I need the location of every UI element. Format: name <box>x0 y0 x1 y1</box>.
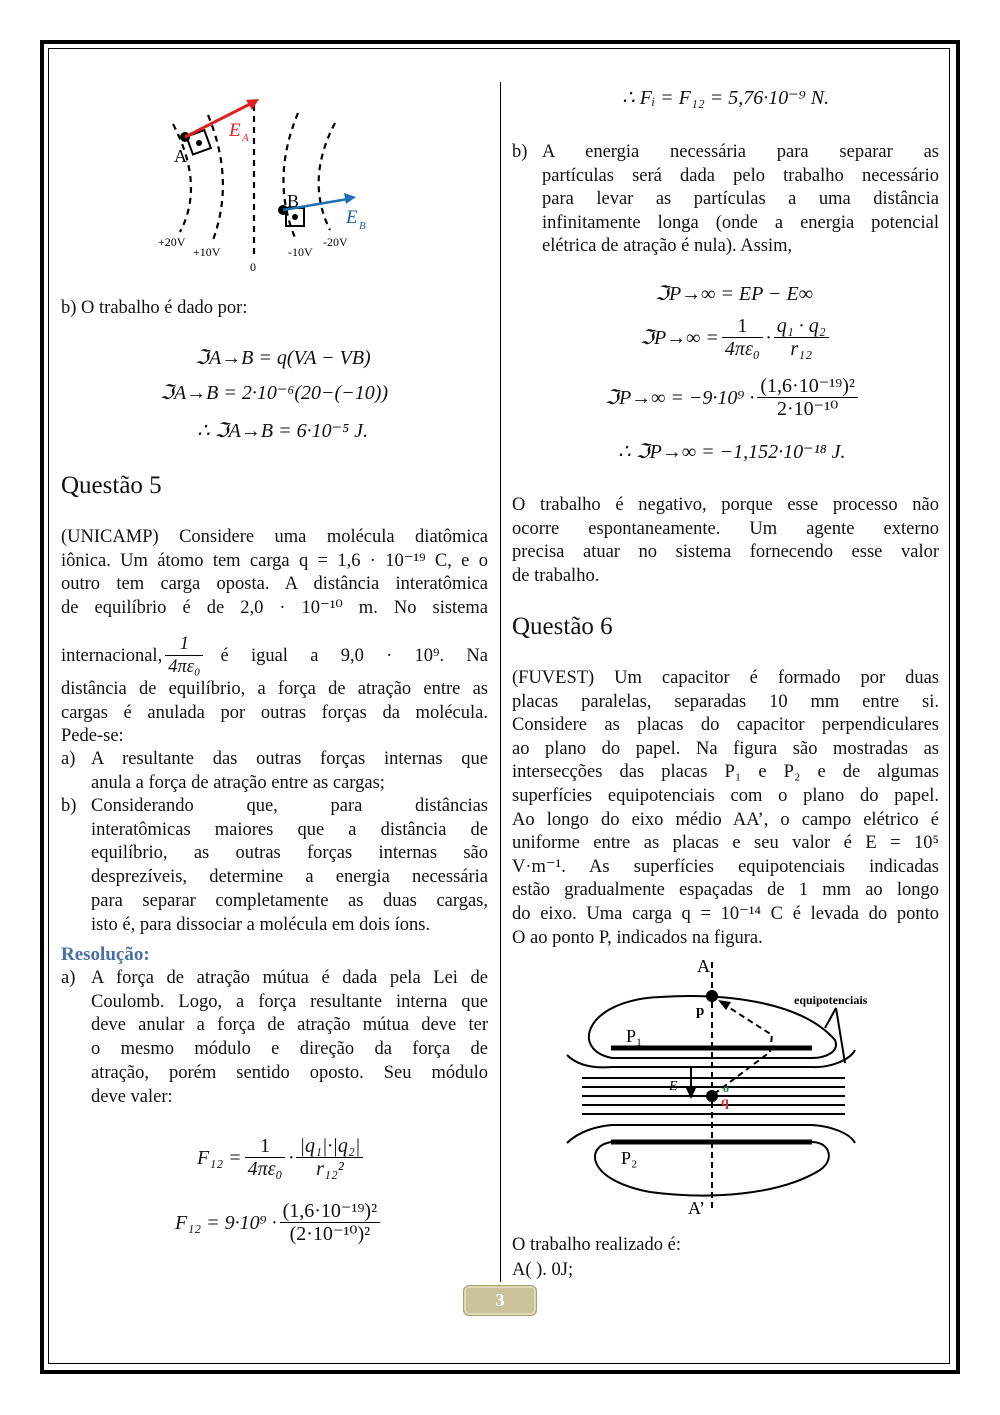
label-zero: 0 <box>250 260 256 274</box>
resolution-a-line: deve valer: <box>91 1086 173 1107</box>
list-marker: a) <box>61 749 76 769</box>
resolution-a-line: A força de atração mútua é dada pela Lei de <box>91 968 488 988</box>
label-plus20: +20V <box>158 235 186 249</box>
label-eb: E <box>346 207 358 228</box>
equation-force-result: ∴ Fᵢ = F₁₂ = 5,76·10⁻⁹ N. <box>622 87 830 109</box>
answer-b-line: elétrica de atração é nula). Assim, <box>542 236 793 256</box>
page-number: 3 <box>463 1285 537 1316</box>
svg-text:q: q <box>721 1095 729 1110</box>
svg-text:o: o <box>723 1081 729 1095</box>
label-minus10: -10V <box>288 245 313 259</box>
equation-energy-1: ℑP→∞ = EP − E∞ <box>655 283 813 305</box>
option-a[interactable]: A( ). 0J; <box>512 1260 574 1280</box>
resolution-a-line: Coulomb. Logo, a força resultante interna que <box>91 991 488 1012</box>
question-6-line: O ao ponto P, indicados na figura. <box>512 927 763 948</box>
question-5-title: Questão 5 <box>61 472 162 499</box>
equipotential-pointer-2 <box>836 1008 845 1063</box>
question-6-line: estão gradualmente espaçadas de 1 mm ao longo <box>512 880 939 901</box>
question-6-line: intersecções das placas P₁ e P₂ e de algumas <box>512 762 939 783</box>
label-minus20: -20V <box>323 235 348 249</box>
answer-b-line: para levar as partículas a uma distância <box>542 189 939 209</box>
column-divider <box>500 82 501 1282</box>
question-6-title: Questão 6 <box>512 613 613 640</box>
question-6-line: placas paralelas, separadas 10 mm entre si. <box>512 691 939 712</box>
svg-text:P₂: P₂ <box>621 1148 638 1168</box>
paragraph-line: O trabalho é negativo, porque esse processo não <box>512 495 939 515</box>
equation-energy-4: ∴ ℑP→∞ = −1,152·10⁻¹⁸ J. <box>618 441 846 463</box>
question-6-line: superfícies equipotenciais com o plano do papel. <box>512 786 939 806</box>
item-b-line: isto é, para dissociar a molécula em dois íons. <box>91 914 431 935</box>
equation-work-1: ℑA→B = q(VA − VB) <box>195 347 371 369</box>
charge-q <box>706 1090 718 1102</box>
label-a: A <box>174 146 187 166</box>
b-intro: b) O trabalho é dado por: <box>61 298 248 318</box>
item-b-line: para separar completamente as duas cargas, <box>91 890 488 911</box>
question-5-line-5: internacional, $\frac{1}{\text{4πε₀}}$ é igual a 9,0 · 10⁹. Na <box>61 634 488 677</box>
paragraph-line: outro tem carga oposta. A distância interatômica <box>61 574 488 595</box>
list-marker: a) <box>61 968 76 988</box>
fraction-coulomb-constant: $\frac{1}{\text{4πε₀}}$ <box>165 633 203 678</box>
answer-b-line: A energia necessária para separar as <box>542 142 939 162</box>
item-b-line: interatômicas maiores que a distância de <box>91 819 488 840</box>
item-b-line: Considerando que, para distâncias <box>91 796 488 816</box>
question-6-line: uniforme entre as placas e seu valor é E = 10⁵ <box>512 833 939 854</box>
equipotential-plus10 <box>208 115 223 240</box>
equation-work-2: ℑA→B = 2·10⁻⁶(20−(−10)) <box>160 382 389 404</box>
resolution-a-line: atração, porém sentido oposto. Seu módulo <box>91 1062 488 1083</box>
svg-text:A’: A’ <box>688 1198 705 1218</box>
answer-b-line: partículas será dada pelo trabalho necessário <box>542 165 939 186</box>
paragraph-line: (UNICAMP) Considere uma molécula diatômica <box>61 527 488 547</box>
question-prompt: O trabalho realizado é: <box>512 1235 681 1255</box>
item-a-line: anula a força de atração entre as cargas; <box>91 772 385 793</box>
equation-coulomb-values: F₁₂ = 9·10⁹ · $\frac{\text{(1,6·10⁻¹⁹)²}}{\text{(2·10⁻¹⁰)²}}$ <box>175 1200 383 1245</box>
item-a-line: A resultante das outras forças internas que <box>91 749 488 769</box>
label-plus10: +10V <box>193 245 221 259</box>
paragraph-line: Pede-se: <box>61 726 124 746</box>
item-b-line: desprezíveis, determine a energia necessária <box>91 867 488 888</box>
svg-text:B: B <box>359 220 366 232</box>
svg-text:p: p <box>696 1003 705 1019</box>
paragraph-line: cargas é anulada por outras forças da molécula. <box>61 702 488 723</box>
paragraph-line: de equilíbrio é de 2,0 · 10⁻¹⁰ m. No sistema <box>61 598 488 619</box>
svg-text:A: A <box>242 132 249 144</box>
label-ea: E <box>229 120 241 141</box>
equipotential-minus20 <box>319 123 335 230</box>
item-b-line: equilíbrio, as outras forças internas são <box>91 843 488 864</box>
question-6-line: Ao longo do eixo médio AA’, o campo elétrico é <box>512 809 939 830</box>
resolution-a-line: o mesmo módulo e direção da força de <box>91 1039 488 1060</box>
answer-b-line: infinitamente longa (onde a energia potencial <box>542 212 939 233</box>
list-marker: b) <box>61 796 77 816</box>
paragraph-line: ocorre espontaneamente. Um agente externo <box>512 518 939 539</box>
paragraph-line: precisa atuar no sistema fornecendo esse valor <box>512 542 939 563</box>
point-p <box>706 990 718 1002</box>
svg-text:P₁: P₁ <box>626 1026 643 1046</box>
svg-text:equipotenciais: equipotenciais <box>794 993 868 1007</box>
question-6-line: V·m⁻¹. As superfícies equipotenciais indicadas <box>512 856 939 877</box>
paragraph-line: de trabalho. <box>512 566 600 587</box>
paragraph-line: iônica. Um átomo tem carga q = 1,6 · 10⁻¹⁹ C, e o <box>61 550 488 571</box>
question-6-line: Considere as placas do capacitor perpendiculares <box>512 715 939 736</box>
svg-text:A: A <box>697 956 710 976</box>
equation-energy-3: ℑP→∞ = −9·10⁹ · $\frac{\text{(1,6·10⁻¹⁹)²}}{\text{2·10⁻¹⁰}}$ <box>605 375 861 420</box>
equation-work-3: ∴ ℑA→B = 6·10⁻⁵ J. <box>197 420 368 442</box>
equation-coulomb: F₁₂ = $\frac{1}{\text{4πε₀}}$ · $\frac{\text{|q₁|·|q₂|}}{\text{r₁₂²}}$ <box>197 1135 366 1180</box>
question-6-line: do eixo. Uma carga q = 10⁻¹⁴ C é levada do ponto <box>512 904 939 924</box>
question-6-line: ao plano do papel. Na figura são mostradas as <box>512 738 939 759</box>
equipotential-figure <box>150 90 380 280</box>
resolution-a-line: deve anular a força de atração mútua deve ter <box>91 1015 488 1036</box>
label-b: B <box>287 191 300 211</box>
capacitor-figure <box>560 950 890 1220</box>
question-6-line: (FUVEST) Um capacitor é formado por duas <box>512 668 939 688</box>
equation-energy-2: ℑP→∞ = $\frac{1}{\text{4πε₀}}$ · $\frac{\text{q₁ · q₂}}{\text{r₁₂}}$ <box>640 315 832 360</box>
paragraph-line: distância de equilíbrio, a força de atração entre as <box>61 679 488 699</box>
resolucao-heading: Resolução: <box>61 944 150 965</box>
svg-text:E: E <box>669 1079 678 1094</box>
equipotential-pointer-1 <box>825 1008 836 1028</box>
